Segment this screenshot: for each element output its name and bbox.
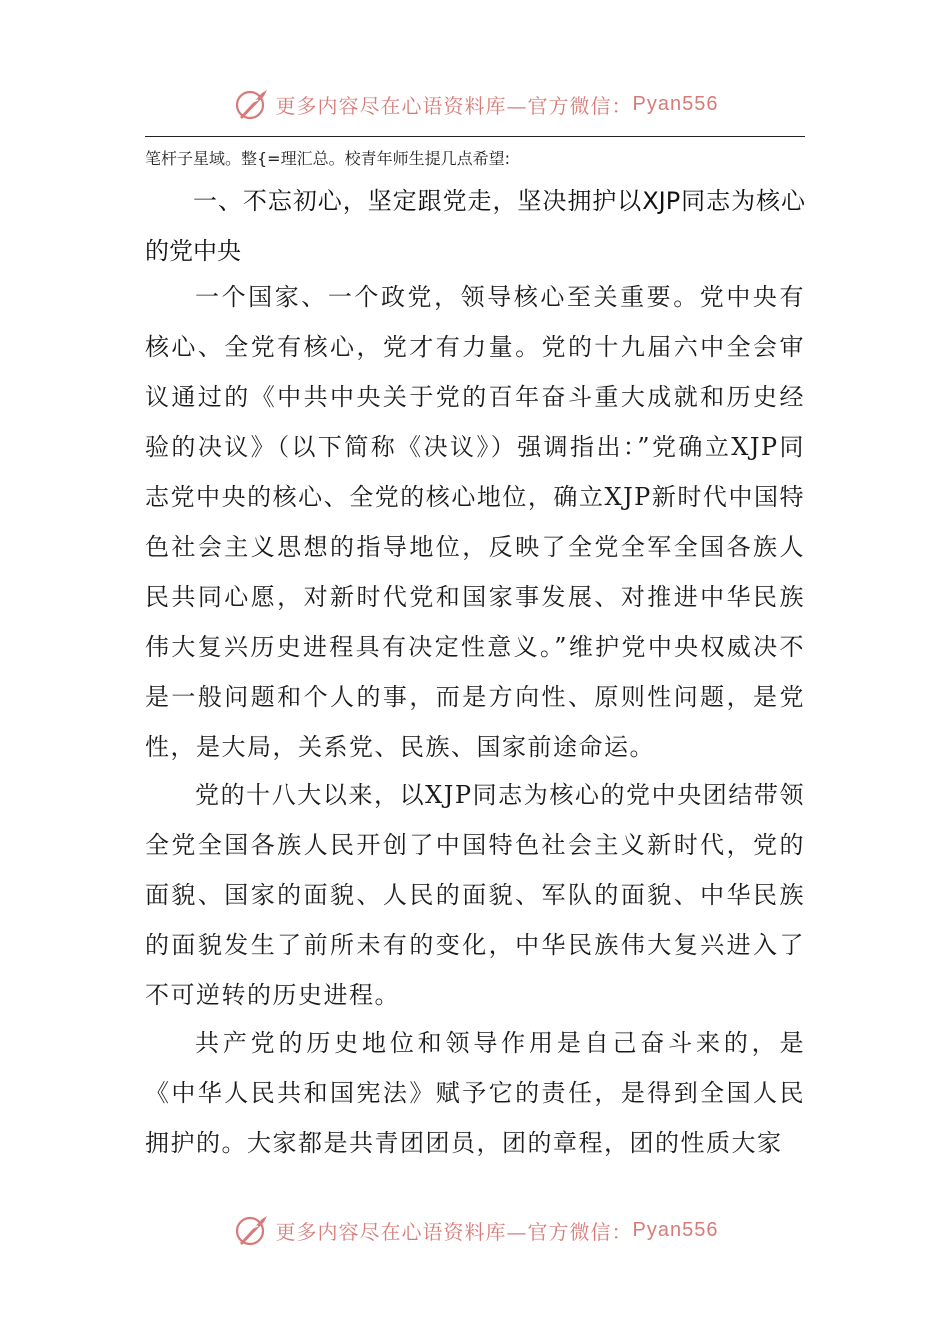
section-heading: 一、不忘初心，坚定跟党走，坚决拥护以XJP同志为核心的党中央 xyxy=(145,187,805,265)
banner-text: 更多内容尽在心语资料库—官方微信： xyxy=(275,93,633,118)
banner-text: 更多内容尽在心语资料库—官方微信： xyxy=(275,1219,633,1244)
header-banner xyxy=(0,84,950,124)
note-line: 笔杆子星域。整{=理汇总。校青年师生提几点希望: xyxy=(145,149,510,168)
pen-logo-icon xyxy=(232,1210,272,1250)
banner-account: Pyan556 xyxy=(632,92,719,115)
paragraph: 党的十八大以来，以XJP同志为核心的党中央团结带领全党全国各族人民开创了中国特色社会主义新时代，党的面貌、国家的面貌、人民的面貌、军队的面貌、中华民族的面貌发生了前所未有的变化，中华民族伟大复兴进入了不可逆转的历史进程。 xyxy=(145,781,805,1009)
banner-account: Pyan556 xyxy=(632,1218,719,1241)
paragraph: 一个国家、一个政党，领导核心至关重要。党中央有核心、全党有核心，党才有力量。党的十九届六中全会审议通过的《中共中央关于党的百年奋斗重大成就和历史经验的决议》（以下简称《决议》）强调指出：”党确立XJP同志党中央的核心、全党的核心地位，确立XJP新时代中国特色社会主义思想的指导地位，反映了全党全军全国各族人民共同心愿，对新时代党和国家事发展、对推进中华民族伟大复兴历史进程具有决定性意义。”维护党中央权威决不是一般问题和个人的事，而是方向性、原则性问题，是党性，是大局，关系党、民族、国家前途命运。 xyxy=(145,283,805,761)
footer-banner xyxy=(0,1210,950,1250)
header-divider xyxy=(145,136,805,137)
pen-logo-icon xyxy=(232,84,272,124)
paragraph: 共产党的历史地位和领导作用是自己奋斗来的，是《中华人民共和国宪法》赋予它的责任，是得到全国人民拥护的。大家都是共青团团员，团的章程，团的性质大家 xyxy=(145,1029,805,1157)
